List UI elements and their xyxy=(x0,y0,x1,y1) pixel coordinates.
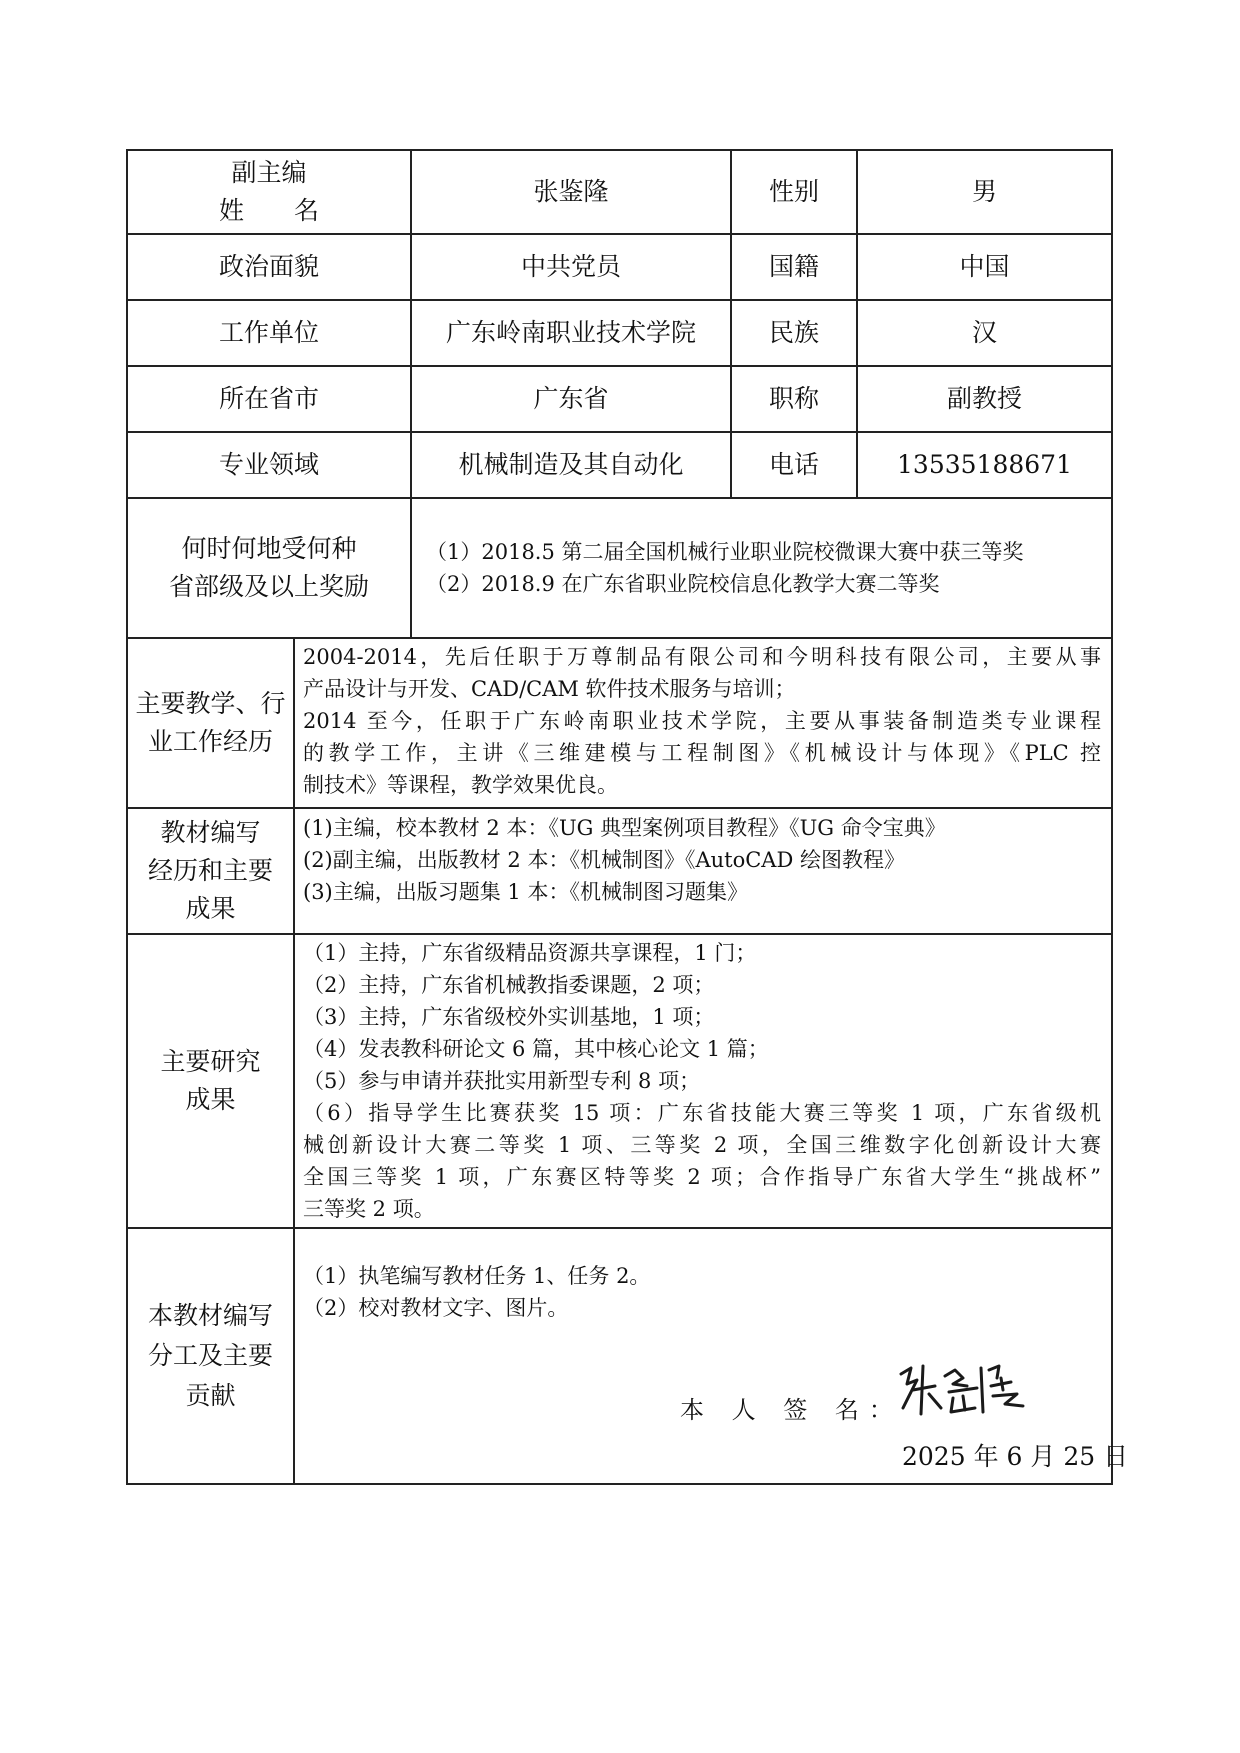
employer-value: 广东岭南职业技术学院 xyxy=(445,318,696,347)
experience-line: 2014 至今，任职于广东岭南职业技术学院，主要从事装备制造类专业课程 xyxy=(303,709,1101,733)
awards-label-line2: 省部级及以上奖励 xyxy=(168,572,369,601)
contribution-content xyxy=(303,1260,1101,1324)
signature-image xyxy=(893,1356,1033,1424)
awards-label xyxy=(128,499,410,637)
contribution-line: （1）执笔编写教材任务 1、任务 2。 xyxy=(303,1264,651,1288)
research-line: （4）发表教科研论文 6 篇，其中核心论文 1 篇； xyxy=(303,1037,769,1061)
phone-label: 电话 xyxy=(768,450,819,479)
signature-label: 本 人 签 名： xyxy=(680,1396,903,1424)
title-label: 职称 xyxy=(768,384,819,413)
textbooks-label-line2: 经历和主要 xyxy=(147,856,273,885)
awards-label-line1: 何时何地受何种 xyxy=(181,534,357,563)
contribution-label-line1: 本教材编写 xyxy=(147,1301,273,1330)
ethnicity-value: 汉 xyxy=(971,318,997,347)
contribution-label-line2: 分工及主要 xyxy=(147,1341,273,1370)
contribution-line: （2）校对教材文字、图片。 xyxy=(303,1296,569,1320)
textbooks-line: (3)主编，出版习题集 1 本：《机械制图习题集》 xyxy=(303,880,748,904)
province-value: 广东省 xyxy=(533,384,609,413)
textbooks-line: (1)主编，校本教材 2 本：《UG 典型案例项目教程》《UG 命令宝典》 xyxy=(303,816,946,840)
border xyxy=(1111,149,1113,1485)
nationality-value: 中国 xyxy=(959,252,1010,281)
contribution-label xyxy=(128,1229,293,1483)
research-line: （6）指导学生比赛获奖 15 项：广东省技能大赛三等奖 1 项，广东省级机 xyxy=(303,1101,1101,1125)
research-label-line2: 成果 xyxy=(185,1085,236,1114)
border xyxy=(293,637,295,1485)
experience-content xyxy=(303,641,1101,801)
nationality-label: 国籍 xyxy=(768,252,819,281)
experience-label-line1: 主要教学、行 xyxy=(135,689,286,718)
research-line: 三等奖 2 项。 xyxy=(303,1197,435,1221)
border xyxy=(126,1483,1113,1485)
research-line: （3）主持，广东省级校外实训基地，1 项； xyxy=(303,1005,715,1029)
politics-label: 政治面貌 xyxy=(218,252,319,281)
gender-value: 男 xyxy=(971,177,997,206)
research-label-line1: 主要研究 xyxy=(160,1047,261,1076)
research-line: 械创新设计大赛二等奖 1 项、三等奖 2 项，全国三维数字化创新设计大赛 xyxy=(303,1133,1101,1157)
signature-date: 2025 年 6 月 25 日 xyxy=(902,1442,1129,1471)
experience-line: 产品设计与开发、CAD/CAM 软件技术服务与培训； xyxy=(303,677,796,701)
name-label xyxy=(128,151,410,233)
textbooks-content xyxy=(303,812,1101,908)
name-label-line1: 副主编 xyxy=(231,158,307,187)
experience-label-line2: 业工作经历 xyxy=(147,727,273,756)
research-line: （1）主持，广东省级精品资源共享课程，1 门； xyxy=(303,941,757,965)
contribution-label-line3: 贡献 xyxy=(185,1381,236,1410)
awards-content xyxy=(426,536,1106,600)
politics-value: 中共党员 xyxy=(520,252,621,281)
title-value: 副教授 xyxy=(946,384,1022,413)
research-content xyxy=(303,937,1101,1225)
research-line: （2）主持，广东省机械教指委课题，2 项； xyxy=(303,973,715,997)
field-value: 机械制造及其自动化 xyxy=(458,450,684,479)
ethnicity-label: 民族 xyxy=(768,318,819,347)
province-label: 所在省市 xyxy=(218,384,319,413)
textbooks-label xyxy=(128,809,293,933)
name-label-line2: 姓 名 xyxy=(218,196,319,225)
experience-line: 的教学工作，主讲《三维建模与工程制图》《机械设计与体现》《PLC 控 xyxy=(303,741,1101,765)
textbooks-label-line3: 成果 xyxy=(185,894,236,923)
textbooks-line: (2)副主编，出版教材 2 本：《机械制图》《AutoCAD 绘图教程》 xyxy=(303,848,905,872)
research-label xyxy=(128,935,293,1227)
awards-item: （2）2018.9 在广东省职业院校信息化教学大赛二等奖 xyxy=(426,572,940,596)
awards-item: （1）2018.5 第二届全国机械行业职业院校微课大赛中获三等奖 xyxy=(426,540,1024,564)
name-value: 张鉴隆 xyxy=(533,177,609,206)
gender-label: 性别 xyxy=(768,177,819,206)
textbooks-label-line1: 教材编写 xyxy=(160,818,261,847)
research-line: 全国三等奖 1 项，广东赛区特等奖 2 项；合作指导广东省大学生“挑战杯” xyxy=(303,1165,1101,1189)
research-line: （5）参与申请并获批实用新型专利 8 项； xyxy=(303,1069,701,1093)
phone-value: 13535188671 xyxy=(897,450,1072,479)
employer-label: 工作单位 xyxy=(218,318,319,347)
field-label: 专业领域 xyxy=(218,450,319,479)
experience-line: 2004-2014，先后任职于万尊制品有限公司和今明科技有限公司，主要从事 xyxy=(303,645,1101,669)
experience-line: 制技术》等课程，教学效果优良。 xyxy=(303,773,618,797)
experience-label xyxy=(128,639,293,807)
